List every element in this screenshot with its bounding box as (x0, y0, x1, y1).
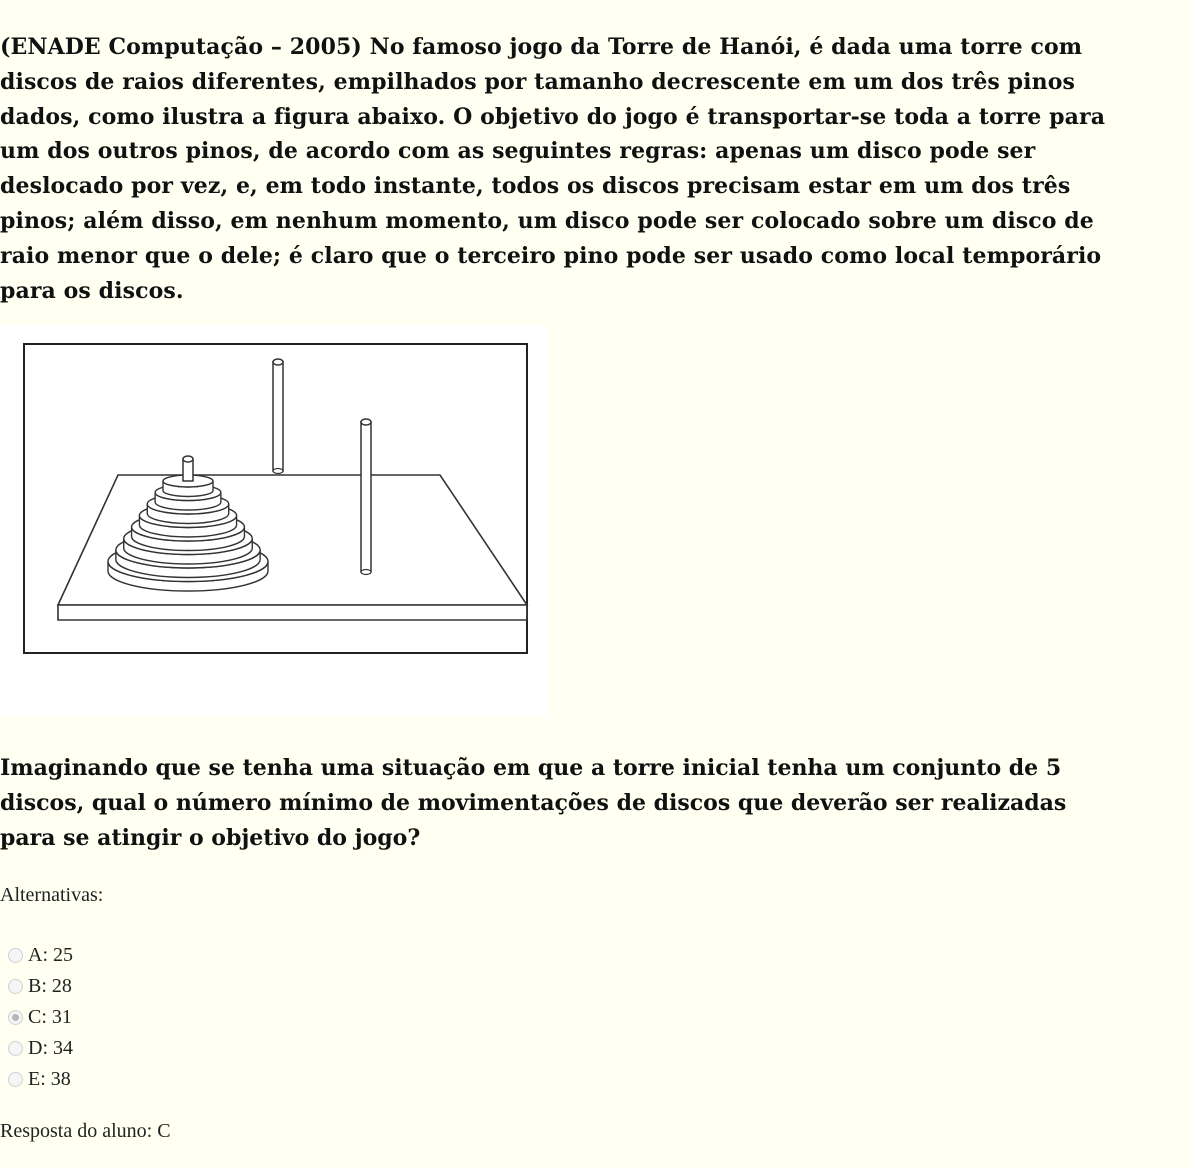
peg-back-cap (273, 359, 283, 365)
hanoi-figure (0, 325, 548, 717)
peg-left-cap (183, 456, 193, 462)
peg-back-foot (273, 469, 283, 474)
peg-right-cap (361, 419, 371, 425)
peg-right-shaft (361, 422, 371, 572)
alternatives-label: Alternativas: (0, 884, 104, 906)
radio-button[interactable] (8, 948, 23, 963)
question-source: (ENADE Computação – 2005) (0, 34, 362, 60)
radio-button[interactable] (8, 1010, 23, 1025)
student-answer: Resposta do aluno: C (0, 1120, 171, 1142)
alternative-e[interactable] (0, 1064, 73, 1095)
alternative-b[interactable] (0, 971, 73, 1002)
hanoi-peg-right (361, 419, 371, 575)
hanoi-peg-back (273, 359, 283, 474)
radio-button[interactable] (8, 979, 23, 994)
radio-button[interactable] (8, 1041, 23, 1056)
alternative-c[interactable] (0, 1002, 73, 1033)
alternative-label: A: 25 (28, 944, 73, 966)
question-statement: No famoso jogo da Torre de Hanói, é dada uma torre com discos de raios diferentes, empilhados por tamanho decrescente em um dos três pinos dados, como ilustra a figura abaixo. O objetivo do jogo é transportar-se toda a torre para um dos outros pinos, de acordo com as seguintes regras: apenas um disco pode ser deslocado por vez, e, em todo instante, todos os discos precisam estar em um dos três pinos; além disso, em nenhum momento, um disco pode ser colocado sobre um disco de raio menor que o dele; é claro que o terceiro pino pode ser usado como local temporário para os discos. (0, 34, 1106, 304)
base-front (58, 605, 527, 620)
alternative-d[interactable] (0, 1033, 73, 1064)
question-text (0, 30, 1120, 308)
peg-right-foot (361, 570, 371, 575)
radio-button[interactable] (8, 1072, 23, 1087)
radio-selected-dot (12, 1014, 19, 1021)
alternative-label: C: 31 (28, 1006, 72, 1028)
hanoi-drawing (0, 325, 548, 717)
peg-back-shaft (273, 362, 283, 471)
alternative-a[interactable] (0, 940, 73, 971)
alternatives-list (0, 940, 73, 1095)
alternative-label: B: 28 (28, 975, 72, 997)
question-prompt: Imaginando que se tenha uma situação em que a torre inicial tenha um conjunto de 5 discos, qual o número mínimo de movimentações de discos que deverão ser realizadas para se atingir o objetivo do jogo? (0, 755, 1067, 851)
alternative-label: E: 38 (28, 1068, 71, 1090)
alternative-label: D: 34 (28, 1037, 73, 1059)
